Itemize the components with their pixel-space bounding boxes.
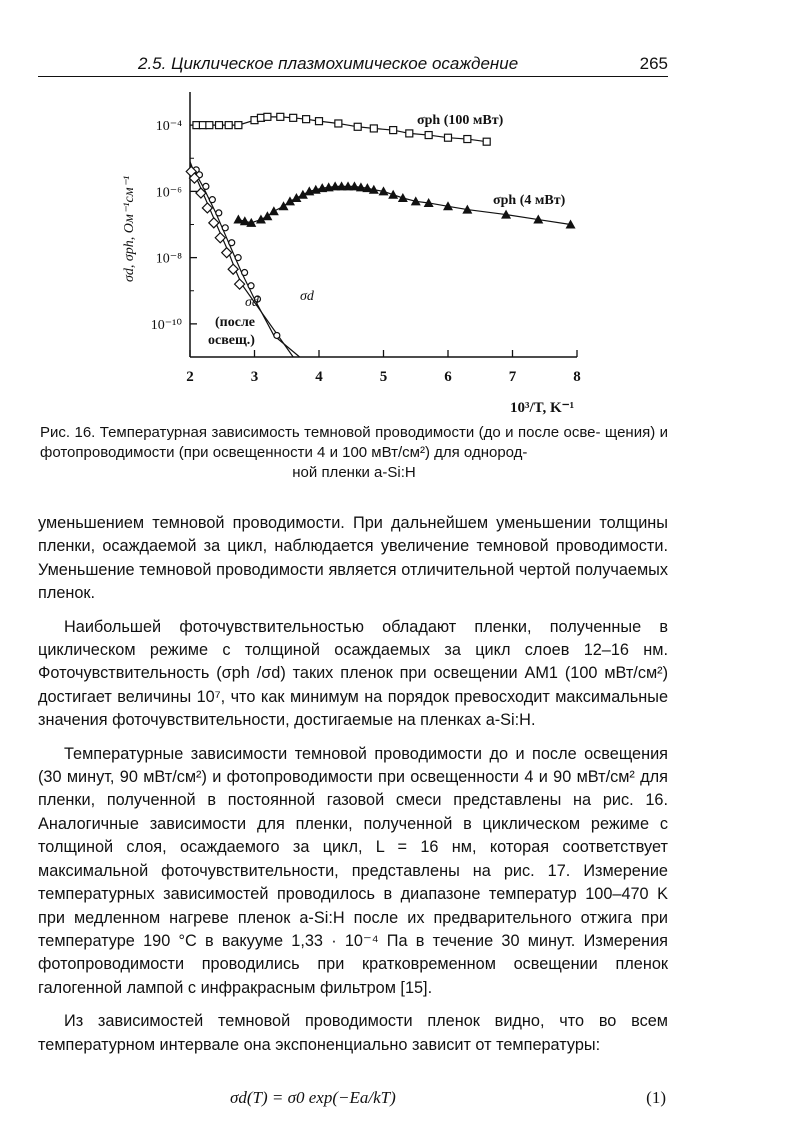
equation xyxy=(38,1088,668,1112)
y-tick-label: 10⁻⁶ xyxy=(155,185,182,201)
conductivity-chart xyxy=(105,82,595,417)
caption-line-1: Рис. 16. Температурная зависимость темновой проводимости (до и после осве- xyxy=(40,424,601,441)
running-header xyxy=(38,52,668,77)
y-tick-labels xyxy=(151,119,183,333)
circle-marker xyxy=(229,240,235,246)
x-axis-label: 10³/T, K⁻¹ xyxy=(510,400,575,416)
x-tick-label: 5 xyxy=(379,369,388,385)
annotation-after-2: освещ.) xyxy=(208,333,255,348)
y-tick-label: 10⁻⁸ xyxy=(155,251,182,267)
x-tick-label: 7 xyxy=(508,369,517,385)
triangle-marker xyxy=(269,206,279,215)
equation-expression: σd(T) = σ0 exp(−Ea/kT) xyxy=(230,1088,396,1107)
circle-marker xyxy=(274,332,280,338)
paragraph-1: уменьшением темновой проводимости. При дальнейшем уменьшении толщины пленки, осаждаемой за цикл, наблюдается увеличение темновой проводимости. Уменьшение темновой проводимости является отличительной чертой получаемых пленок. xyxy=(38,514,668,603)
section-title: 2.5. Циклическое плазмохимическое осаждение xyxy=(138,54,519,73)
circle-marker xyxy=(242,270,248,276)
square-marker xyxy=(264,113,271,120)
circle-marker xyxy=(222,225,228,231)
annotation-sd-after: σd xyxy=(245,295,259,310)
square-marker xyxy=(235,122,242,129)
y-tick-label: 10⁻⁴ xyxy=(155,119,182,135)
circle-marker xyxy=(216,210,222,216)
square-marker xyxy=(464,136,471,143)
square-marker xyxy=(445,134,452,141)
square-marker xyxy=(354,123,361,130)
square-marker xyxy=(335,120,342,127)
paragraph-3: Температурные зависимости темновой проводимости до и после освещения (30 минут, 90 мВт/см²) и фотопроводимости при освещенности 4 и 90 мВт/см² для пленки, полученной в постоянной газовой смеси представлены на рис. 16. Аналогичные зависимости для пленки, полученной в циклическом режиме с толщиной слоя, осаждаемого за цикл, L = 16 нм, которая соответствует максимальной фоточувствительности, представлены на рис. 17. Измерение температурных зависимостей проводилось в диапазоне температур 100–470 K при медленном нагреве пленок a-Si:H после их предварительного отжига при температуре 190 °С в вакууме 1,33 · 10⁻⁴ Па в течение 30 минут. Измерения фотопроводимости проводились при кратковременном освещении пленок галогенной лампой с инфракрасным фильтром [15]. xyxy=(38,744,668,997)
x-tick-label: 8 xyxy=(573,369,581,385)
circle-marker xyxy=(248,283,254,289)
y-tick-label: 10⁻¹⁰ xyxy=(150,317,182,333)
square-marker xyxy=(277,113,284,120)
paragraph-2: Наибольшей фоточувствительностью обладают пленки, полученные в циклическом режиме с толщиной осаждаемых за цикл слоев 12–16 нм. Фоточувствительность (σph /σd) таких пленок при освещении AM1 (100 мВт/см²) достигает величины 10⁷, что как минимум на порядок превосходит максимальные значения фоточувствительности, достигаемые на пленках a-Si:H. xyxy=(38,617,668,730)
x-tick-label: 6 xyxy=(444,369,452,385)
page-number: 265 xyxy=(639,54,668,73)
square-marker xyxy=(290,114,297,121)
square-marker xyxy=(370,125,377,132)
square-marker xyxy=(316,118,323,125)
caption-line-3: ной пленки a-Si:H xyxy=(292,464,416,481)
annotation-after-1: (после xyxy=(215,315,256,330)
y-axis-label: σd, σph, Ом⁻¹см⁻¹ xyxy=(122,175,137,282)
square-marker xyxy=(406,130,413,137)
square-marker xyxy=(425,132,432,139)
x-tick-label: 2 xyxy=(186,369,194,385)
x-tick-label: 3 xyxy=(250,369,259,385)
caption-line-2: щения) и фотопроводимости (при освещенности 4 и 100 мВт/см²) для однород- xyxy=(40,424,669,461)
x-tick-label: 4 xyxy=(315,369,323,385)
square-marker xyxy=(216,122,223,129)
triangle-marker xyxy=(398,193,408,202)
triangle-marker xyxy=(388,190,398,199)
diamond-marker xyxy=(235,279,245,289)
annotation-sph-100: σph (100 мВт) xyxy=(417,113,504,128)
paragraph-4: Из зависимостей темновой проводимости пленок видно, что во всем температурном интервале она экспоненциально зависит от температуры: xyxy=(38,1012,668,1054)
circle-marker xyxy=(203,183,209,189)
square-marker xyxy=(483,138,490,145)
square-marker xyxy=(225,122,232,129)
annotation-sph-4: σph (4 мВт) xyxy=(493,193,566,208)
annotation-sd: σd xyxy=(300,289,314,304)
square-marker xyxy=(390,127,397,134)
body-text xyxy=(38,512,668,1067)
square-marker xyxy=(206,122,213,129)
figure-caption xyxy=(40,423,668,483)
circle-marker xyxy=(235,255,241,261)
x-tick-labels xyxy=(186,369,581,385)
equation-number: (1) xyxy=(646,1088,666,1107)
square-marker xyxy=(303,116,310,123)
circle-marker xyxy=(209,197,215,203)
